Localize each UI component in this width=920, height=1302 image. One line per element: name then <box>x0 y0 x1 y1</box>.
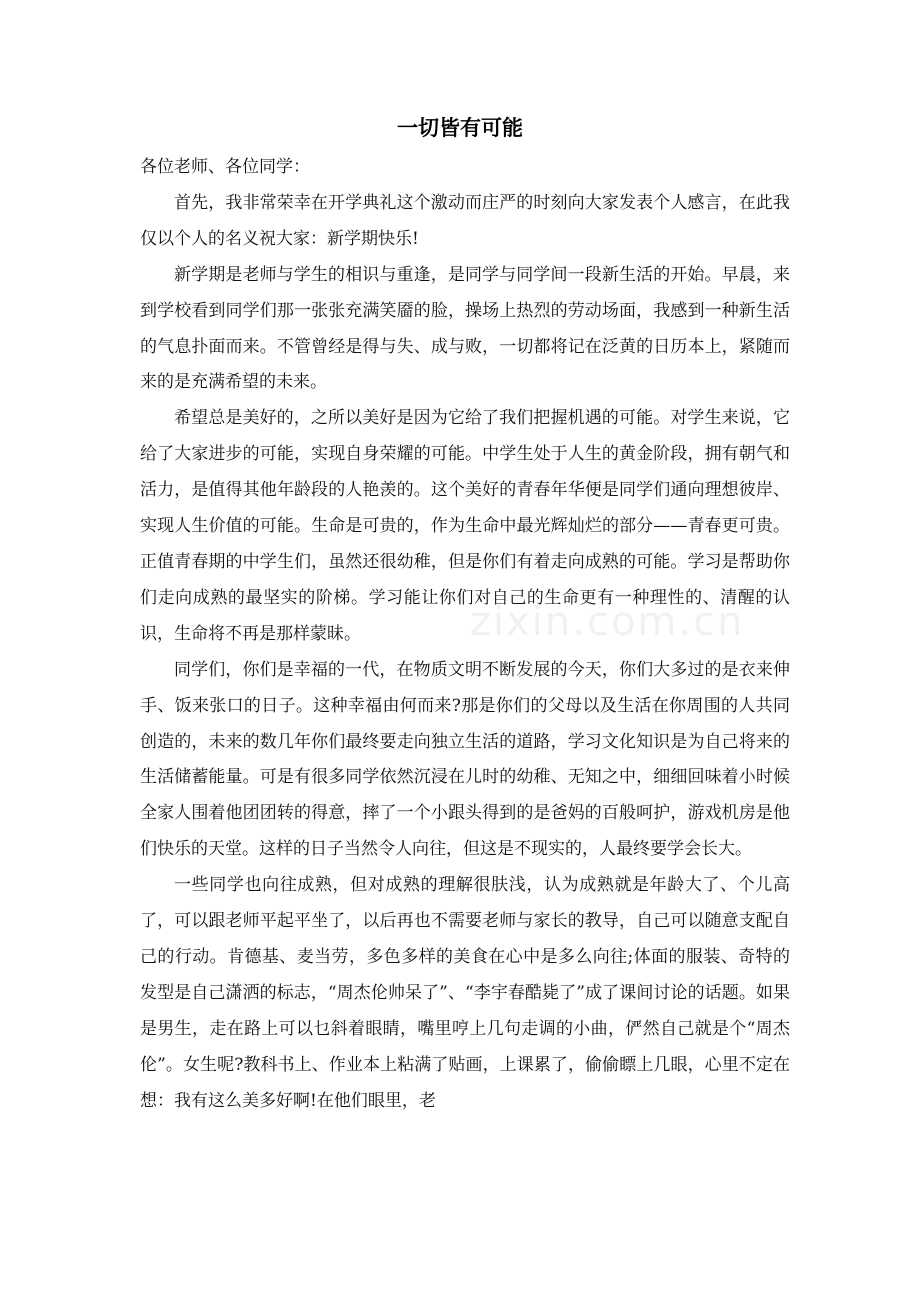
salutation: 各位老师、各位同学： <box>140 157 310 177</box>
paragraph-3: 希望总是美好的，之所以美好是因为它给了我们把握机遇的可能。对学生来说，它给了大家进步的可能，实现自身荣耀的可能。中学生处于人生的黄金阶段，拥有朝气和活力，是值得其他年龄段的人艳羡的。这个美好的青春年华便是同学们通向理想彼岸、实现人生价值的可能。生命是可贵的，作为生命中最光辉灿烂的部分——青春更可贵。正值青春期的中学生们，虽然还很幼稚，但是你们有着走向成熟的可能。学习是帮助你们走向成熟的最坚实的阶梯。学习能让你们对自己的生命更有一种理性的、清醒的认识，生命将不再是那样蒙昧。 <box>140 408 790 644</box>
watermark: zixin.com.cn <box>470 599 745 645</box>
paragraph-2: 新学期是老师与学生的相识与重逢，是同学与同学间一段新生活的开始。早晨，来到学校看到同学们那一张张充满笑靥的脸，操场上热烈的劳动场面，我感到一种新生活的气息扑面而来。不管曾经是得与失、成与败，一切都将记在泛黄的日历本上，紧随而来的是充满希望的未来。 <box>140 264 790 393</box>
paragraph-5: 一些同学也向往成熟，但对成熟的理解很肤浅，认为成熟就是年龄大了、个儿高了，可以跟老师平起平坐了，以后再也不需要老师与家长的教导，自己可以随意支配自己的行动。肯德基、麦当劳，多色多样的美食在心中是多么向往;体面的服装、奇特的发型是自己潇洒的标志，“周杰伦帅呆了”、“李宇春酷毙了”成了课间讨论的话题。如果是男生，走在路上可以乜斜着眼睛，嘴里哼上几句走调的小曲，俨然自己就是个“周杰伦”。女生呢?教科书上、作业本上粘满了贴画，上课累了，偷偷瞟上几眼，心里不定在想：我有这么美多好啊!在他们眼里，老 <box>140 875 790 1111</box>
paragraph-1: 首先，我非常荣幸在开学典礼这个激动而庄严的时刻向大家发表个人感言，在此我仅以个人的名义祝大家：新学期快乐! <box>140 192 790 249</box>
document-body <box>140 150 790 1119</box>
document-title: 一切皆有可能 <box>397 116 523 140</box>
paragraph-4: 同学们，你们是幸福的一代，在物质文明不断发展的今天，你们大多过的是衣来伸手、饭来张口的日子。这种幸福由何而来?那是你们的父母以及生活在你周围的人共同创造的，未来的数几年你们最终要走向独立生活的道路，学习文化知识是为自己将来的生活储蓄能量。可是有很多同学依然沉浸在儿时的幼稚、无知之中，细细回味着小时候全家人围着他团团转的得意，摔了一个小跟头得到的是爸妈的百般呵护，游戏机房是他们快乐的天堂。这样的日子当然令人向往，但这是不现实的，人最终要学会长大。 <box>140 659 790 860</box>
